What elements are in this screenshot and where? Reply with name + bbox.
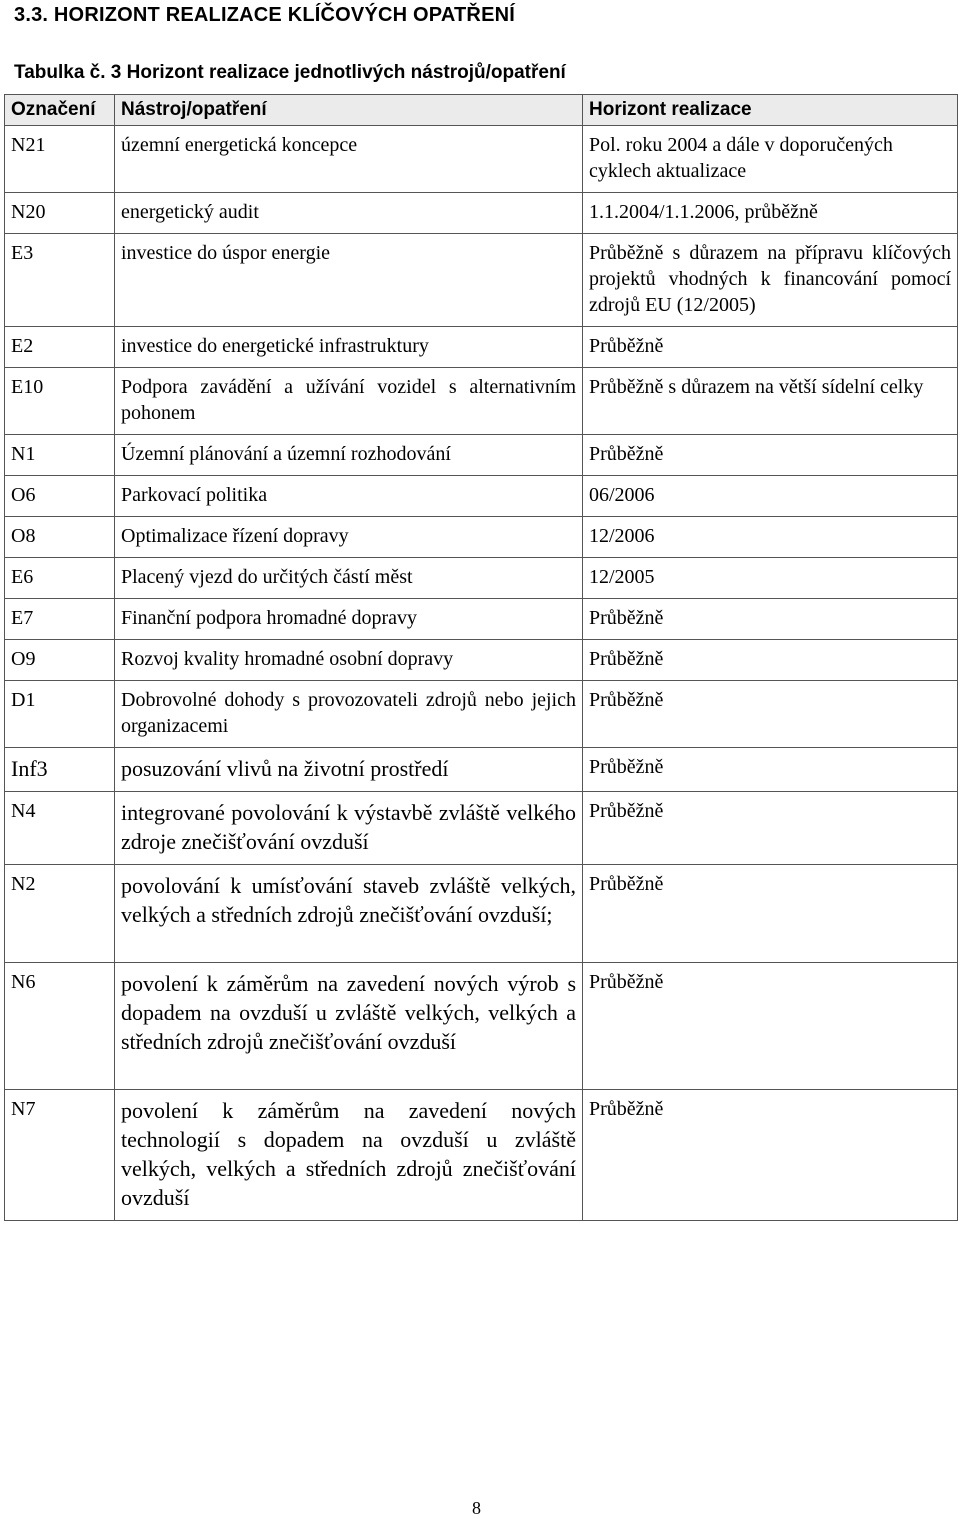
table-caption: Tabulka č. 3 Horizont realizace jednotlivých nástrojů/opatření — [14, 62, 566, 83]
row-horizon: 06/2006 — [583, 476, 958, 517]
row-tool: Podpora zavádění a užívání vozidel s alternativním pohonem — [115, 368, 583, 435]
row-horizon: 12/2005 — [583, 558, 958, 599]
row-horizon: Průběžně — [583, 435, 958, 476]
table-row — [5, 681, 958, 748]
row-code: Inf3 — [5, 748, 115, 792]
row-horizon: Průběžně — [583, 963, 958, 1090]
row-tool: povolení k záměrům na zavedení nových technologií s dopadem na ovzduší u zvláště velkých, velkých a středních zdrojů znečišťování ovzduší — [115, 1090, 583, 1221]
row-code: O9 — [5, 640, 115, 681]
row-horizon: Průběžně — [583, 599, 958, 640]
row-tool: Územní plánování a územní rozhodování — [115, 435, 583, 476]
row-code: E7 — [5, 599, 115, 640]
row-code: N4 — [5, 792, 115, 865]
row-horizon: Průběžně — [583, 748, 958, 792]
row-tool: Optimalizace řízení dopravy — [115, 517, 583, 558]
row-horizon: Průběžně s důrazem na větší sídelní celky — [583, 368, 958, 435]
row-tool: investice do energetické infrastruktury — [115, 327, 583, 368]
table-header-row — [5, 95, 958, 126]
table-row — [5, 792, 958, 865]
row-horizon: Průběžně s důrazem na přípravu klíčových projektů vhodných k financování pomocí zdrojů EU (12/2005) — [583, 234, 958, 327]
row-code: E6 — [5, 558, 115, 599]
row-code: O6 — [5, 476, 115, 517]
row-horizon: 1.1.2004/1.1.2006, průběžně — [583, 193, 958, 234]
table-row — [5, 963, 958, 1090]
page-number: 8 — [472, 1498, 481, 1518]
row-horizon: 12/2006 — [583, 517, 958, 558]
table-row — [5, 517, 958, 558]
row-tool: povolení k záměrům na zavedení nových výrob s dopadem na ovzduší u zvláště velkých, velkých a středních zdrojů znečišťování ovzduší — [115, 963, 583, 1090]
table-row — [5, 126, 958, 193]
row-code: N21 — [5, 126, 115, 193]
row-tool: Rozvoj kvality hromadné osobní dopravy — [115, 640, 583, 681]
row-code: E2 — [5, 327, 115, 368]
row-code: N7 — [5, 1090, 115, 1221]
row-tool: Finanční podpora hromadné dopravy — [115, 599, 583, 640]
section-heading: 3.3. HORIZONT REALIZACE KLÍČOVÝCH OPATŘENÍ — [14, 4, 516, 26]
row-horizon: Pol. roku 2004 a dále v doporučených cyklech aktualizace — [583, 126, 958, 193]
row-code: E10 — [5, 368, 115, 435]
column-header-tool: Nástroj/opatření — [115, 95, 583, 126]
table-row — [5, 435, 958, 476]
row-code: N20 — [5, 193, 115, 234]
table-row — [5, 193, 958, 234]
table-row — [5, 476, 958, 517]
table-row — [5, 599, 958, 640]
row-horizon: Průběžně — [583, 792, 958, 865]
row-horizon: Průběžně — [583, 1090, 958, 1221]
row-code: N2 — [5, 865, 115, 963]
column-header-horizon: Horizont realizace — [583, 95, 958, 126]
horizon-table — [4, 94, 958, 1221]
table-row — [5, 865, 958, 963]
row-code: O8 — [5, 517, 115, 558]
row-tool: povolování k umísťování staveb zvláště velkých, velkých a středních zdrojů znečišťování ovzduší; — [115, 865, 583, 963]
row-horizon: Průběžně — [583, 640, 958, 681]
table-row — [5, 640, 958, 681]
table-row — [5, 368, 958, 435]
row-tool: posuzování vlivů na životní prostředí — [115, 748, 583, 792]
row-horizon: Průběžně — [583, 327, 958, 368]
row-tool: Dobrovolné dohody s provozovateli zdrojů nebo jejich organizacemi — [115, 681, 583, 748]
row-horizon: Průběžně — [583, 865, 958, 963]
row-horizon: Průběžně — [583, 681, 958, 748]
row-tool: investice do úspor energie — [115, 234, 583, 327]
row-tool: Parkovací politika — [115, 476, 583, 517]
table-row — [5, 748, 958, 792]
row-tool: Placený vjezd do určitých částí měst — [115, 558, 583, 599]
table-row — [5, 234, 958, 327]
row-tool: integrované povolování k výstavbě zvláště velkého zdroje znečišťování ovzduší — [115, 792, 583, 865]
row-code: N6 — [5, 963, 115, 1090]
row-code: E3 — [5, 234, 115, 327]
row-tool: územní energetická koncepce — [115, 126, 583, 193]
table-row — [5, 1090, 958, 1221]
table-row — [5, 558, 958, 599]
row-tool: energetický audit — [115, 193, 583, 234]
row-code: N1 — [5, 435, 115, 476]
column-header-code: Označení — [5, 95, 115, 126]
row-code: D1 — [5, 681, 115, 748]
table-row — [5, 327, 958, 368]
